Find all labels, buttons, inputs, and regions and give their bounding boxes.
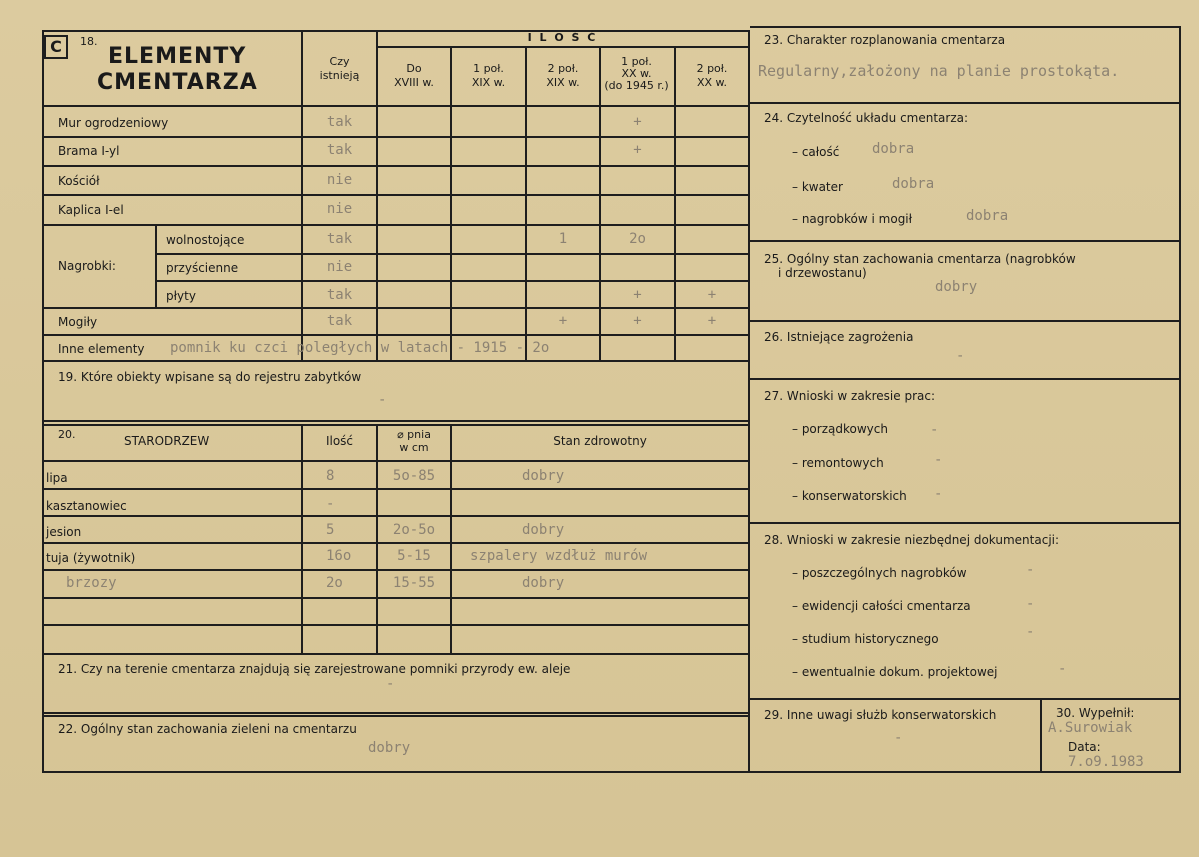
tree-qty: 16o [326,548,352,564]
q22-label: 22. Ogólny stan zachowania zieleni na cmentarzu [58,722,357,736]
rule [42,224,750,226]
rule [42,771,750,773]
q28-item-value: - [1026,596,1035,612]
q21-value: - [386,676,395,692]
element-label: wolnostojące [166,233,245,247]
col-header-2pol-xx: 2 poł. XX w. [696,62,728,89]
q24-item-value: dobra [966,208,1009,224]
q27-item-label: – remontowych [792,456,884,470]
tree-health: dobry [522,468,565,484]
rule [42,488,750,490]
tree-name: brzozy [66,575,117,591]
tree-diameter: 5-15 [397,548,431,564]
rule [42,165,750,167]
q24-label: 24. Czytelność układu cmentarza: [764,111,969,125]
q19-value: - [378,392,387,408]
tree-qty: - [326,496,335,512]
rule [1179,26,1181,772]
q27-item-value: - [930,422,939,438]
q28-item-value: - [1058,661,1067,677]
rule [42,30,44,772]
rule [42,460,750,462]
rule [155,280,750,282]
rule [750,320,1181,322]
rule [750,240,1181,242]
title-line1: ELEMENTY [108,44,247,69]
q24-item-label: – nagrobków i mogił [792,212,913,226]
element-exists: nie [326,201,353,217]
element-label: Mogiły [58,315,98,329]
tree-diameter: 2o-5o [392,522,436,538]
rule [42,624,750,626]
q30-label: 30. Wypełnił: [1056,706,1135,720]
element-qty-cell: + [633,142,642,158]
element-exists: tak [326,231,353,247]
starodrzew-qty-header: Ilość [325,434,354,448]
element-label: Brama I-yl [58,144,120,158]
rule [750,26,1181,28]
q29-label: 29. Inne uwagi służb konserwatorskich [764,708,997,722]
element-label: Kaplica I-el [58,203,124,217]
q19-label: 19. Które obiekty wpisane są do rejestru zabytków [58,370,362,384]
tree-qty: 2o [326,575,343,591]
q27-item-label: – porządkowych [792,422,888,436]
rule [42,194,750,196]
rule [750,771,1181,773]
rule [155,253,750,255]
element-exists: nie [326,259,353,275]
q25-label-cont: i drzewostanu) [778,266,867,280]
rule [42,424,750,426]
element-qty-cell: + [558,313,568,329]
tree-name: lipa [46,471,68,485]
element-qty-cell: + [707,313,717,329]
rule [750,378,1181,380]
q25-label: 25. Ogólny stan zachowania cmentarza (nagrobków [764,252,1076,266]
starodrzew-diam-header: ⌀ pnia w cm [397,428,431,454]
tree-qty: 8 [326,468,335,484]
element-exists: tak [326,142,353,158]
rule [42,420,750,422]
ilosc-header: I L O Ś Ć [527,31,598,44]
tree-health: szpalery wzdłuż murów [470,548,648,564]
element-label: przyścienne [166,261,239,275]
rule [42,334,750,336]
q28-item-value: - [1026,562,1035,578]
rule [748,30,750,772]
element-label: Kościół [58,174,100,188]
q21-label: 21. Czy na terenie cmentarza znajdują się zarejestrowane pomniki przyrody ew. aleje [58,662,571,676]
tree-qty: 5 [326,522,335,538]
q22-value: dobry [368,740,411,756]
inne-label: Inne elementy [58,342,145,356]
q24-item-label: – kwater [792,180,843,194]
q30-date: 7.o9.1983 [1068,754,1144,770]
tree-name: kasztanowiec [46,499,127,513]
title-line2: CMENTARZA [97,70,258,95]
element-qty-cell: 1 [558,231,568,247]
q23-label: 23. Charakter rozplanowania cmentarza [764,33,1006,47]
q28-item-label: – ewidencji całości cmentarza [792,599,971,613]
q28-item-label: – ewentualnie dokum. projektowej [792,665,998,679]
rule [376,424,378,654]
rule [155,224,157,308]
tree-name: jesion [46,525,82,539]
q28-label: 28. Wnioski w zakresie niezbędnej dokumentacji: [764,533,1060,547]
q24-item-label: – całość [792,145,840,159]
q27-item-value: - [934,486,943,502]
element-qty-cell: + [633,287,642,303]
q27-item-label: – konserwatorskich [792,489,907,503]
q30-name: A.Surowiak [1048,720,1133,736]
q29-value: - [894,730,903,746]
q28-item-label: – studium historycznego [792,632,939,646]
q25-value: dobry [935,279,978,295]
q27-label: 27. Wnioski w zakresie prac: [764,389,936,403]
element-exists: tak [326,287,353,303]
q27-item-value: - [934,452,943,468]
q24-item-value: dobra [892,176,935,192]
q23-value: Regularny,założony na planie prostokąta. [758,62,1120,80]
rule [1040,698,1042,772]
col-header-1pol-xix: 1 poł. XIX w. [471,62,506,89]
q26-label: 26. Istniejące zagrożenia [764,330,914,344]
q24-item-value: dobra [872,141,915,157]
q30-date-label: Data: [1068,740,1101,754]
element-qty-cell: + [633,114,642,130]
rule [750,102,1181,104]
col-header-1pol-xx: 1 poł. XX w. (do 1945 r.) [604,55,669,92]
nagrobki-label: Nagrobki: [58,259,116,273]
starodrzew-title: STARODRZEW [124,434,210,448]
element-label: Mur ogrodzeniowy [58,116,169,130]
element-exists: tak [326,313,353,329]
starodrzew-health-header: Stan zdrowotny [553,434,647,448]
element-qty-cell: + [633,313,642,329]
rule [42,360,750,362]
rule [42,136,750,138]
element-label: płyty [166,289,196,303]
rule [42,515,750,517]
q28-item-label: – poszczególnych nagrobków [792,566,967,580]
rule [750,698,1181,700]
section-number: 18. [80,35,98,48]
rule [450,424,452,654]
tree-diameter: 15-55 [392,575,436,591]
rule [301,424,303,654]
rule [450,46,452,360]
section-letter: C [44,35,68,59]
q26-value: - [956,348,965,364]
tree-diameter: 5o-85 [392,468,436,484]
tree-name: tuja (żywotnik) [46,551,136,565]
rule [376,46,749,48]
rule [42,569,750,571]
rule [42,105,750,107]
rule [42,597,750,599]
col-header-2pol-xix: 2 poł. XIX w. [546,62,580,89]
rule [42,653,750,655]
element-qty-cell: + [707,287,717,303]
rule [42,712,750,714]
element-exists: nie [326,172,353,188]
element-exists: tak [326,114,353,130]
rule [42,307,750,309]
q28-item-value: - [1026,624,1035,640]
element-qty-cell: 2o [629,231,646,247]
rule [42,715,750,717]
starodrzew-number: 20. [58,428,76,441]
tree-health: dobry [522,575,565,591]
col-header-do-xviii: Do XVIII w. [394,62,434,89]
col-exists-header: Czy istnieją [319,55,360,82]
rule [42,542,750,544]
rule [750,522,1181,524]
inne-value: pomnik ku czci poległych w latach - 1915 - 2o [170,340,550,356]
tree-health: dobry [522,522,565,538]
